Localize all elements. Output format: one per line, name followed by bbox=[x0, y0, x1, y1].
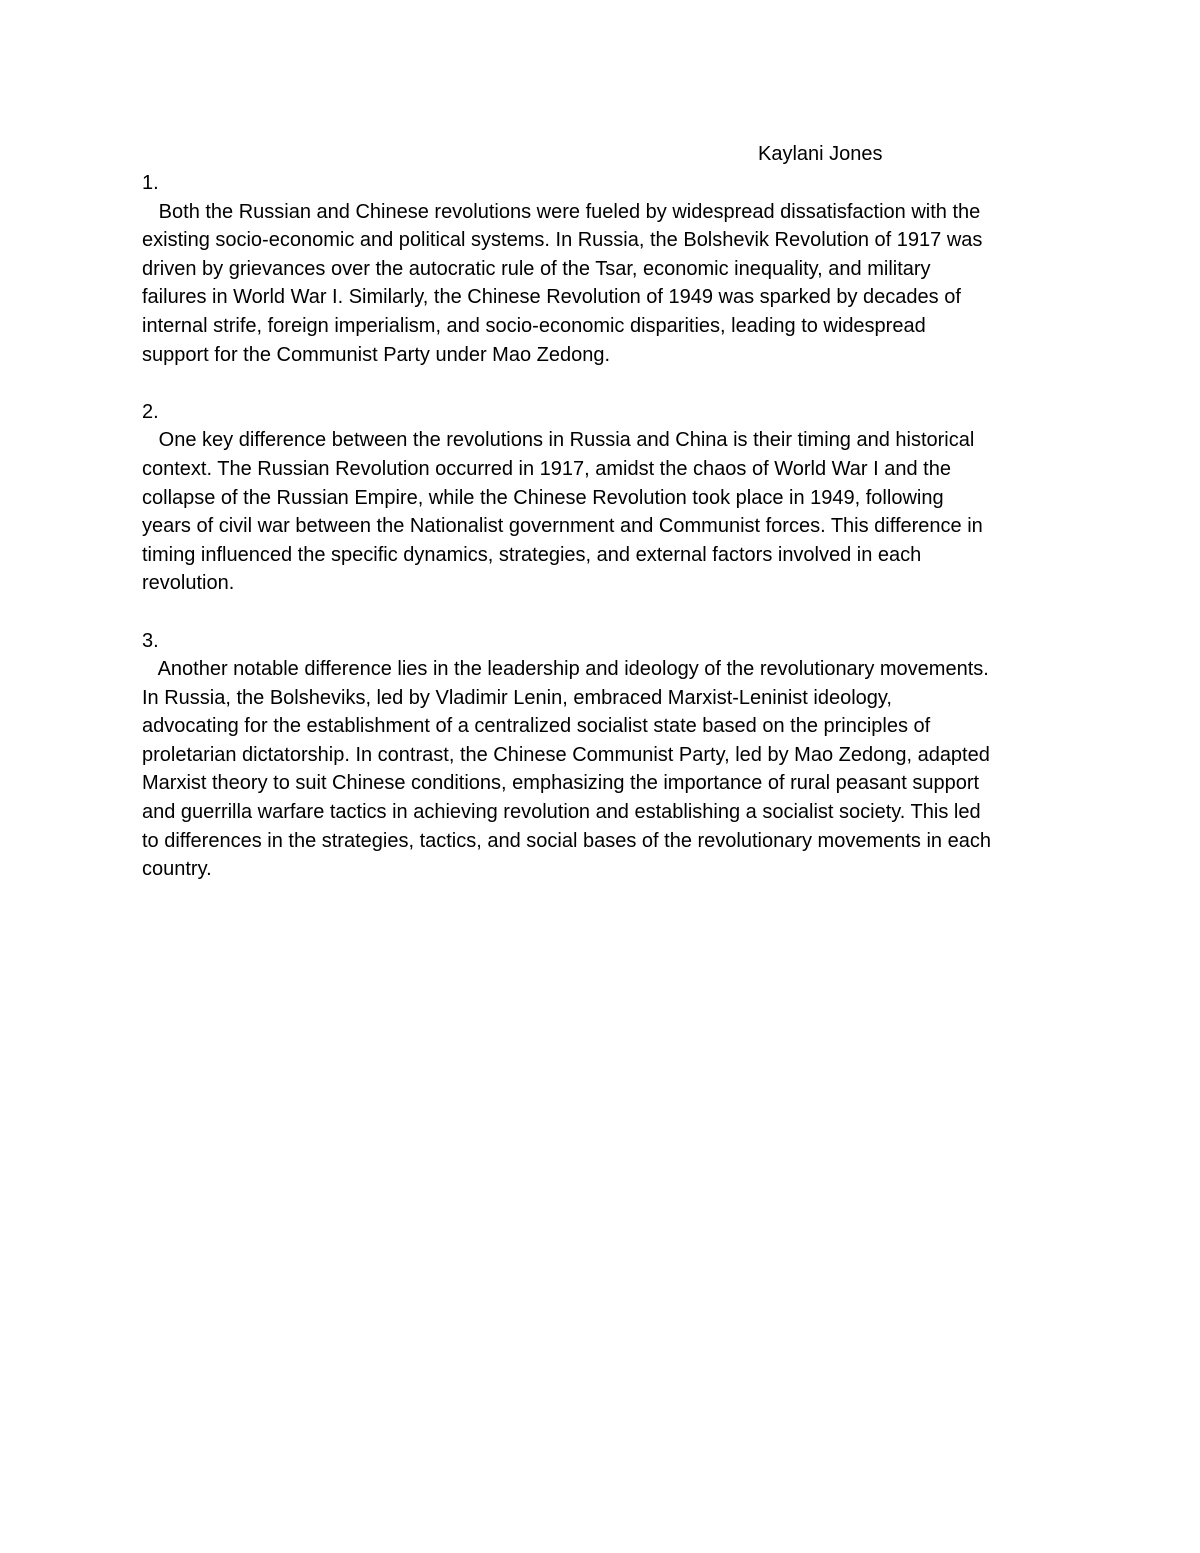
paragraph-line: proletarian dictatorship. In contrast, the Chinese Communist Party, led by Mao Zedong, adapted bbox=[142, 743, 990, 766]
paragraph-line: support for the Communist Party under Mao Zedong. bbox=[142, 343, 611, 366]
paragraph-line: timing influenced the specific dynamics, strategies, and external factors involved in each bbox=[142, 543, 922, 566]
section-2 bbox=[142, 398, 1072, 598]
paragraph-line: context. The Russian Revolution occurred in 1917, amidst the chaos of World War I and the bbox=[142, 457, 951, 480]
paragraph-line: Another notable difference lies in the leadership and ideology of the revolutionary movements. bbox=[142, 658, 989, 681]
paragraph-line: country. bbox=[142, 858, 212, 881]
paragraph-line: years of civil war between the Nationalist government and Communist forces. This difference in bbox=[142, 515, 983, 538]
paragraph-line: One key difference between the revolutions in Russia and China is their timing and historical bbox=[142, 429, 975, 452]
paragraph-line: Both the Russian and Chinese revolutions were fueled by widespread dissatisfaction with the bbox=[142, 200, 981, 223]
paragraph-line: and guerrilla warfare tactics in achieving revolution and establishing a socialist society. This led bbox=[142, 801, 981, 824]
paragraph-line: revolution. bbox=[142, 572, 235, 595]
section-number: 1. bbox=[142, 172, 159, 194]
paragraph-line: In Russia, the Bolsheviks, led by Vladimir Lenin, embraced Marxist-Leninist ideology, bbox=[142, 686, 892, 709]
section-1 bbox=[142, 169, 1072, 369]
document-body bbox=[142, 169, 1072, 884]
paragraph-line: driven by grievances over the autocratic rule of the Tsar, economic inequality, and military bbox=[142, 257, 931, 280]
paragraph-line: advocating for the establishment of a centralized socialist state based on the principles of bbox=[142, 715, 931, 738]
paragraph-line: collapse of the Russian Empire, while the Chinese Revolution took place in 1949, following bbox=[142, 486, 944, 509]
author-name: Kaylani Jones bbox=[758, 143, 883, 165]
paragraph-line: internal strife, foreign imperialism, and socio-economic disparities, leading to widespread bbox=[142, 314, 926, 337]
paragraph-line: Marxist theory to suit Chinese conditions, emphasizing the importance of rural peasant support bbox=[142, 772, 980, 795]
paragraph-line: to differences in the strategies, tactics, and social bases of the revolutionary movements in each bbox=[142, 829, 991, 852]
section-number: 2. bbox=[142, 400, 159, 423]
section-number: 3. bbox=[142, 629, 159, 652]
paragraph-line: existing socio-economic and political systems. In Russia, the Bolshevik Revolution of 1917 was bbox=[142, 229, 983, 252]
paragraph-line: failures in World War I. Similarly, the Chinese Revolution of 1949 was sparked by decades of bbox=[142, 286, 961, 309]
section-3 bbox=[142, 627, 1072, 884]
